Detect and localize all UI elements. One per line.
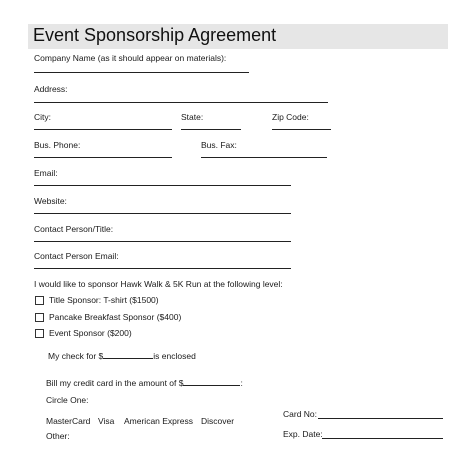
bus-phone-field[interactable] xyxy=(34,157,172,158)
circle-one-label: Circle One: xyxy=(46,395,89,405)
address-label: Address: xyxy=(34,84,68,94)
contact-person-label: Contact Person/Title: xyxy=(34,224,114,234)
address-field[interactable] xyxy=(34,102,328,103)
city-label: City: xyxy=(34,112,51,122)
title-sponsor-checkbox[interactable] xyxy=(35,296,44,305)
contact-person-field[interactable] xyxy=(34,241,291,242)
title-sponsor-label: Title Sponsor: T-shirt ($1500) xyxy=(49,295,159,305)
bus-phone-label: Bus. Phone: xyxy=(34,140,81,150)
contact-email-label: Contact Person Email: xyxy=(34,251,119,261)
title-bar xyxy=(28,24,448,49)
website-label: Website: xyxy=(34,196,67,206)
event-sponsor-label: Event Sponsor ($200) xyxy=(49,328,132,338)
zip-code-field[interactable] xyxy=(272,129,331,130)
city-field[interactable] xyxy=(34,129,172,130)
bill-line xyxy=(46,377,243,388)
zip-code-label: Zip Code: xyxy=(272,112,309,122)
exp-date-label: Exp. Date: xyxy=(283,429,323,439)
exp-date-field[interactable] xyxy=(322,438,443,439)
website-field[interactable] xyxy=(34,213,291,214)
state-field[interactable] xyxy=(181,129,241,130)
bill-colon: : xyxy=(240,378,243,388)
event-sponsor-checkbox[interactable] xyxy=(35,329,44,338)
bus-fax-field[interactable] xyxy=(201,157,327,158)
card-no-label: Card No: xyxy=(283,409,318,419)
bill-text: Bill my credit card in the amount of $ xyxy=(46,378,184,388)
email-label: Email: xyxy=(34,168,58,178)
company-name-field[interactable] xyxy=(34,72,249,73)
card-visa[interactable]: Visa xyxy=(98,416,115,426)
email-field[interactable] xyxy=(34,185,291,186)
pancake-sponsor-label: Pancake Breakfast Sponsor ($400) xyxy=(49,312,182,322)
check-prefix: My check for $ xyxy=(48,351,104,361)
check-line xyxy=(48,350,196,361)
sponsor-intro: I would like to sponsor Hawk Walk & 5K Run at the following level: xyxy=(34,279,283,289)
check-amount-field[interactable] xyxy=(103,350,153,359)
card-no-field[interactable] xyxy=(318,418,443,419)
card-discover[interactable]: Discover xyxy=(201,416,235,426)
check-suffix: is enclosed xyxy=(153,351,196,361)
card-mastercard[interactable]: MasterCard xyxy=(46,416,91,426)
state-label: State: xyxy=(181,112,204,122)
bus-fax-label: Bus. Fax: xyxy=(201,140,237,150)
card-american-express[interactable]: American Express xyxy=(124,416,193,426)
company-name-label: Company Name (as it should appear on materials): xyxy=(34,53,227,63)
pancake-sponsor-checkbox[interactable] xyxy=(35,313,44,322)
other-label: Other: xyxy=(46,431,70,441)
page-title: Event Sponsorship Agreement xyxy=(33,25,277,45)
bill-amount-field[interactable] xyxy=(183,377,243,388)
contact-email-field[interactable] xyxy=(34,268,291,269)
